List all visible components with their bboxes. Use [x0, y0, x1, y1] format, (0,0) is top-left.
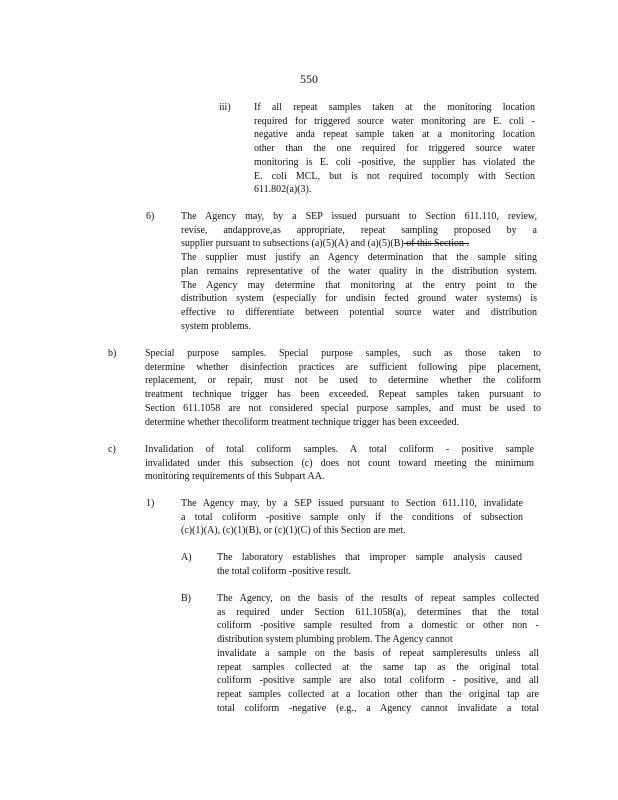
- text-line: repeat samples collected at a location other than the original tap are: [217, 688, 539, 700]
- text-line: (c)(1)(A), (c)(1)(B), or (c)(1)(C) of this Section are met.: [181, 525, 406, 537]
- text-line: total coliform -negative (e.g., a Agency cannot invalidate a total: [217, 702, 539, 714]
- text-line: system problems.: [181, 320, 251, 332]
- text-segment: supplier pursuant to subsections (a)(5)(A) and (a)(5)(B): [181, 238, 404, 250]
- text-line: plan remains representative of the water quality in the distribution system.: [181, 265, 537, 277]
- item-label-c1: 1): [146, 498, 155, 509]
- text-line: The Agency may determine that monitoring at the entry point to the: [181, 279, 537, 291]
- text-line: 611.802(a)(3).: [254, 184, 312, 196]
- text-line: other than the one required for triggered source water: [254, 143, 535, 155]
- text-line: monitoring is E. coli -positive, the supplier has violated the: [254, 156, 535, 168]
- struck-text: of this Section .: [403, 238, 469, 250]
- text-line: a total coliform -positive sample only if the conditions of subsection: [181, 511, 523, 523]
- text-line: required for triggered source water monitoring are E. coli -: [254, 115, 535, 127]
- text-line: The supplier must justify an Agency determination that the sample siting: [181, 252, 537, 264]
- text-line-with-strike: [181, 237, 537, 251]
- text-line: monitoring requirements of this Subpart AA.: [145, 471, 325, 483]
- text-line: coliform -positive sample are also total coliform - positive, and all: [217, 675, 539, 687]
- text-line: distribution system plumbing problem. The Agency cannot: [217, 634, 453, 646]
- item-label-A: A): [181, 552, 192, 563]
- text-line: distribution system (especially for undisin fected ground water systems) is: [181, 293, 537, 305]
- item-label-B: B): [181, 593, 191, 604]
- paragraph-iii: [254, 101, 535, 197]
- text-line: repeat samples collected at the same tap as the original total: [217, 661, 539, 673]
- item-label-6: 6): [146, 211, 155, 222]
- text-line: The Agency may, by a SEP issued pursuant to Section 611.110, review,: [181, 211, 537, 222]
- text-line: coliform -positive sample resulted from a domestic or other non -: [217, 620, 539, 632]
- text-line: E. coli MCL, but is not required tocomply with Section: [254, 170, 535, 182]
- text-line: treatment technique trigger has been exceeded. Repeat samples taken pursuant to: [145, 389, 541, 401]
- text-line: invalidated under this subsection (c) does not count toward meeting the minimum: [145, 457, 534, 469]
- page-number: 550: [300, 72, 318, 86]
- text-line: as required under Section 611.1058(a), determines that the total: [217, 606, 539, 618]
- item-label-b: b): [108, 348, 117, 359]
- text-line: replacement, or repair, must not be used to determine whether the coliform: [145, 375, 541, 387]
- text-line: Invalidation of total coliform samples. A total coliform - positive sample: [145, 444, 534, 455]
- paragraph-A: [217, 551, 522, 578]
- text-line: The Agency, on the basis of the results of repeat samples collected: [217, 593, 539, 604]
- text-line: revise, andapprove,as appropriate, repeat sampling proposed by a: [181, 224, 537, 236]
- text-line: determine whether thecoliform treatment technique trigger has been exceeded.: [145, 416, 460, 428]
- paragraph-b: [145, 347, 541, 429]
- text-line: the total coliform -positive result.: [217, 565, 352, 577]
- text-line: determine whether disinfection practices are sufficient following pipe placement,: [145, 361, 541, 373]
- text-line: The Agency may, by a SEP issued pursuant to Section 611.110, invalidate: [181, 498, 523, 509]
- item-label-c: c): [108, 444, 116, 455]
- text-line: invalidate a sample on the basis of repeat sampleresults unless all: [217, 647, 539, 659]
- paragraph-c1: [181, 497, 523, 538]
- paragraph-B: [217, 592, 539, 715]
- text-line: Section 611.1058 are not considered special purpose samples, and must be used to: [145, 402, 541, 414]
- text-line: Special purpose samples. Special purpose samples, such as those taken to: [145, 348, 541, 359]
- text-line: If all repeat samples taken at the monitoring location: [254, 102, 535, 113]
- paragraph-c: [145, 443, 534, 484]
- text-line: effective to differentiate between potential source water and distribution: [181, 306, 537, 318]
- text-line: The laboratory establishes that improper sample analysis caused: [217, 552, 522, 563]
- paragraph-6: [181, 210, 537, 333]
- text-line: negative anda repeat sample taken at a monitoring location: [254, 129, 535, 141]
- item-label-iii: iii): [219, 102, 231, 113]
